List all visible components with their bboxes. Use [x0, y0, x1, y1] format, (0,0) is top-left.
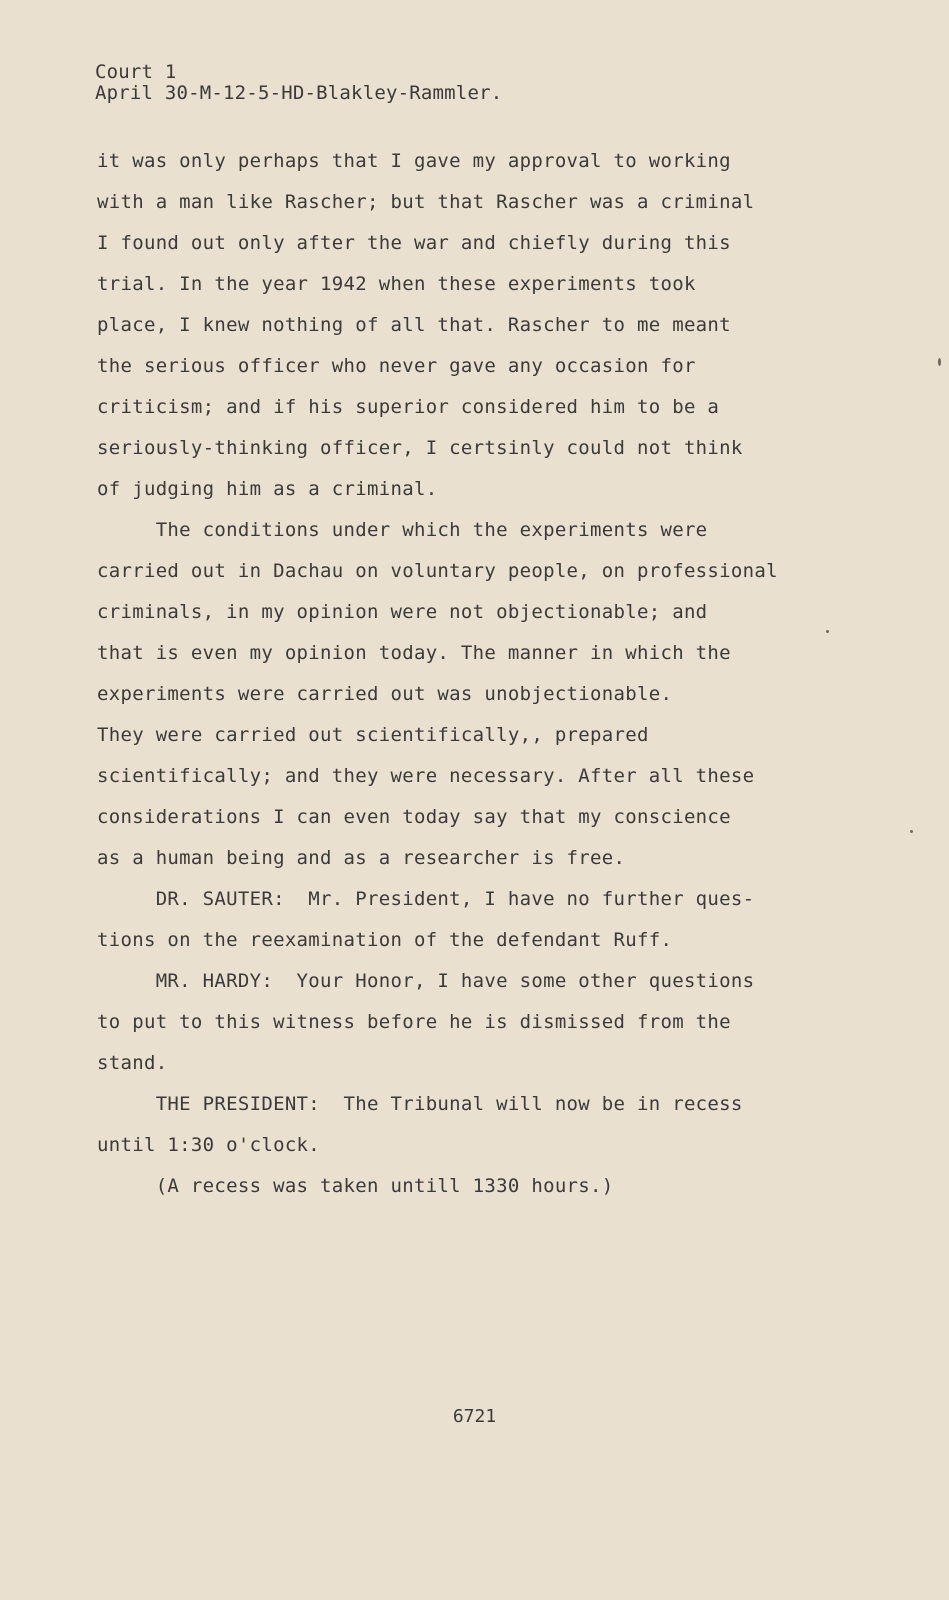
document-header: [95, 62, 502, 104]
text-line: as a human being and as a researcher is free.: [97, 847, 626, 869]
text-line: DR. SAUTER: Mr. President, I have no further ques-: [97, 888, 755, 910]
text-line: experiments were carried out was unobjectionable.: [97, 683, 673, 705]
text-line: (A recess was taken untill 1330 hours.): [97, 1175, 614, 1197]
document-reference: April 30-M-12-5-HD-Blakley-Rammler.: [95, 82, 503, 104]
court-label: Court 1: [95, 61, 177, 83]
text-line: of judging him as a criminal.: [97, 478, 438, 500]
text-line: I found out only after the war and chiefly during this: [97, 232, 731, 254]
paper-speck: [938, 358, 941, 366]
text-line: to put to this witness before he is dismissed from the: [97, 1011, 731, 1033]
text-line: THE PRESIDENT: The Tribunal will now be in recess: [97, 1093, 743, 1115]
text-line: seriously-thinking officer, I certsinly could not think: [97, 437, 743, 459]
text-line: trial. In the year 1942 when these experiments took: [97, 273, 696, 295]
text-line: that is even my opinion today. The manner in which the: [97, 642, 731, 664]
paper-speck: [910, 830, 913, 833]
text-line: the serious officer who never gave any occasion for: [97, 355, 696, 377]
text-line: stand.: [97, 1052, 168, 1074]
text-line: criticism; and if his superior considered him to be a: [97, 396, 720, 418]
paper-speck: [826, 630, 829, 633]
text-line: scientifically; and they were necessary. After all these: [97, 765, 755, 787]
text-line: MR. HARDY: Your Honor, I have some other questions: [97, 970, 755, 992]
text-line: until 1:30 o'clock.: [97, 1134, 321, 1156]
text-line: The conditions under which the experiments were: [97, 519, 708, 541]
page-number: 6721: [452, 1406, 497, 1427]
text-line: They were carried out scientifically,, prepared: [97, 724, 649, 746]
text-line: carried out in Dachau on voluntary people, on professional: [97, 560, 778, 582]
text-line: criminals, in my opinion were not objectionable; and: [97, 601, 708, 623]
text-line: with a man like Rascher; but that Rascher was a criminal: [97, 191, 755, 213]
text-line: considerations I can even today say that my conscience: [97, 806, 731, 828]
text-line: place, I knew nothing of all that. Rascher to me meant: [97, 314, 731, 336]
text-line: it was only perhaps that I gave my approval to working: [97, 150, 731, 172]
text-line: tions on the reexamination of the defendant Ruff.: [97, 929, 673, 951]
